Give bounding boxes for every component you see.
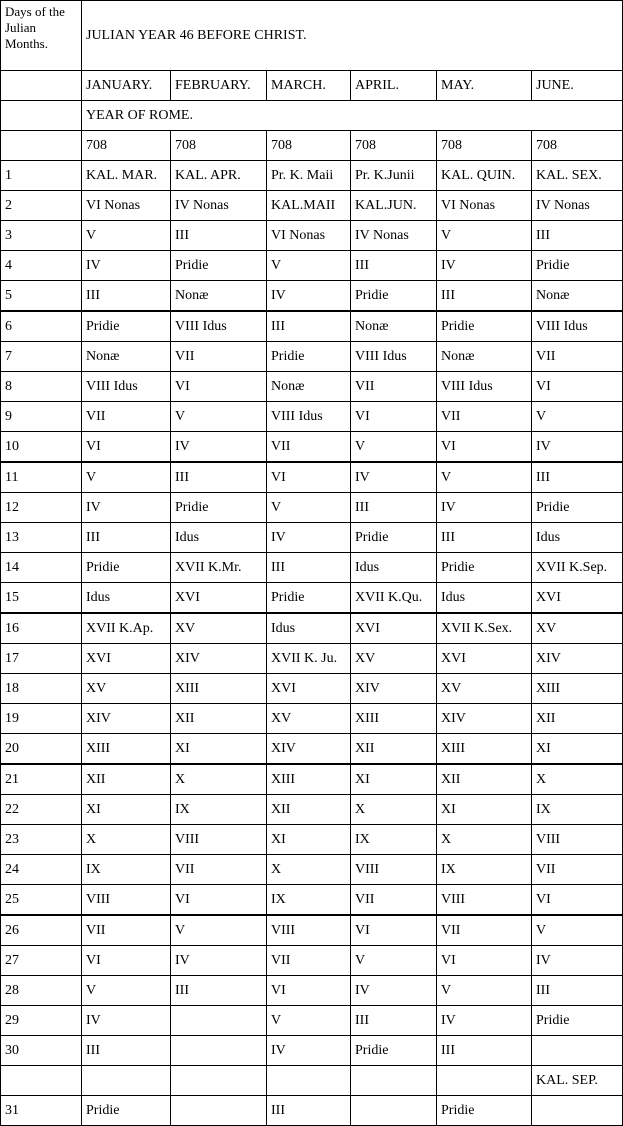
date-cell: IX xyxy=(351,825,437,855)
date-cell: XII xyxy=(532,704,623,734)
table-row xyxy=(1,402,623,432)
table-row xyxy=(1,523,623,553)
day-number: 23 xyxy=(1,825,82,855)
date-cell: V xyxy=(437,976,532,1006)
table-row xyxy=(1,915,623,946)
date-cell: III xyxy=(82,1036,171,1066)
date-cell xyxy=(351,1066,437,1096)
table-title: JULIAN YEAR 46 BEFORE CHRIST. xyxy=(82,1,623,71)
date-cell: X xyxy=(171,764,267,795)
date-cell: XI xyxy=(82,795,171,825)
table-row xyxy=(1,221,623,251)
date-cell: XI xyxy=(171,734,267,765)
day-number: 29 xyxy=(1,1006,82,1036)
date-cell: Pridie xyxy=(267,583,351,614)
date-cell: XII xyxy=(437,764,532,795)
day-number xyxy=(1,1066,82,1096)
date-cell: XI xyxy=(267,825,351,855)
date-cell: VII xyxy=(267,946,351,976)
table-row xyxy=(1,311,623,342)
date-cell xyxy=(532,1036,623,1066)
date-cell xyxy=(171,1006,267,1036)
date-cell: VII xyxy=(82,915,171,946)
date-cell: III xyxy=(437,281,532,312)
date-cell: V xyxy=(532,915,623,946)
table-row xyxy=(1,674,623,704)
table-row xyxy=(1,191,623,221)
table-row xyxy=(1,613,623,644)
date-cell: V xyxy=(171,915,267,946)
date-cell: VII xyxy=(351,372,437,402)
date-cell: KAL. SEX. xyxy=(532,161,623,191)
date-cell: VI xyxy=(267,976,351,1006)
table-row xyxy=(1,644,623,674)
date-cell: Pridie xyxy=(351,281,437,312)
day-number: 31 xyxy=(1,1096,82,1126)
date-cell: VIII Idus xyxy=(82,372,171,402)
date-cell: VIII xyxy=(267,915,351,946)
date-cell: VI Nonas xyxy=(82,191,171,221)
date-cell: KAL. SEP. xyxy=(532,1066,623,1096)
table-row xyxy=(1,795,623,825)
date-cell: X xyxy=(351,795,437,825)
date-cell xyxy=(171,1036,267,1066)
table-row xyxy=(1,855,623,885)
date-cell: Pridie xyxy=(82,311,171,342)
table-row xyxy=(1,1066,623,1096)
date-cell: Idus xyxy=(437,583,532,614)
date-cell: VII xyxy=(82,402,171,432)
month-header: JANUARY. xyxy=(82,71,171,101)
date-cell: VI xyxy=(171,885,267,916)
day-number: 6 xyxy=(1,311,82,342)
date-cell: XV xyxy=(437,674,532,704)
date-cell: XIV xyxy=(437,704,532,734)
date-cell: XV xyxy=(82,674,171,704)
date-cell: VI xyxy=(532,885,623,916)
date-cell: III xyxy=(437,1036,532,1066)
table-row xyxy=(1,553,623,583)
date-cell: Pridie xyxy=(437,553,532,583)
date-cell: IV xyxy=(82,1006,171,1036)
month-header: JUNE. xyxy=(532,71,623,101)
date-cell: X xyxy=(82,825,171,855)
date-cell: VI xyxy=(437,432,532,463)
date-cell: XVII K.Sep. xyxy=(532,553,623,583)
date-cell: V xyxy=(351,432,437,463)
date-cell: V xyxy=(82,462,171,493)
table-row xyxy=(1,493,623,523)
day-number: 22 xyxy=(1,795,82,825)
date-cell: VIII xyxy=(437,885,532,916)
date-cell: XVII K.Sex. xyxy=(437,613,532,644)
date-cell: IV xyxy=(171,432,267,463)
date-cell: IV xyxy=(82,251,171,281)
date-cell: XV xyxy=(267,704,351,734)
day-number: 14 xyxy=(1,553,82,583)
empty-cell xyxy=(1,101,82,131)
month-header: MAY. xyxy=(437,71,532,101)
date-cell: IX xyxy=(437,855,532,885)
date-cell: III xyxy=(82,281,171,312)
date-cell: VII xyxy=(267,432,351,463)
date-cell: XI xyxy=(437,795,532,825)
date-cell: XIV xyxy=(532,644,623,674)
date-cell: III xyxy=(171,976,267,1006)
day-number: 27 xyxy=(1,946,82,976)
date-cell xyxy=(437,1066,532,1096)
date-cell: VII xyxy=(532,855,623,885)
date-cell: VIII Idus xyxy=(437,372,532,402)
year-row xyxy=(1,131,623,161)
date-cell: V xyxy=(351,946,437,976)
date-cell: Nonæ xyxy=(82,342,171,372)
table-row xyxy=(1,583,623,614)
date-cell: VI Nonas xyxy=(267,221,351,251)
date-cell: Idus xyxy=(82,583,171,614)
date-cell: VIII Idus xyxy=(267,402,351,432)
date-cell: XV xyxy=(171,613,267,644)
date-cell: IV xyxy=(267,281,351,312)
date-cell xyxy=(171,1096,267,1126)
date-cell: V xyxy=(171,402,267,432)
date-cell: XIII xyxy=(82,734,171,765)
date-cell: IX xyxy=(532,795,623,825)
date-cell: IV xyxy=(171,946,267,976)
date-cell: KAL. MAR. xyxy=(82,161,171,191)
year-cell: 708 xyxy=(171,131,267,161)
date-cell: IV xyxy=(437,1006,532,1036)
day-number: 20 xyxy=(1,734,82,765)
date-cell: XIII xyxy=(532,674,623,704)
day-number: 24 xyxy=(1,855,82,885)
date-cell: III xyxy=(171,221,267,251)
date-cell: VI xyxy=(82,946,171,976)
date-cell: Pridie xyxy=(267,342,351,372)
day-number: 30 xyxy=(1,1036,82,1066)
date-cell: X xyxy=(437,825,532,855)
date-cell: VIII Idus xyxy=(351,342,437,372)
table-row xyxy=(1,281,623,312)
date-cell: XVI xyxy=(532,583,623,614)
date-cell: XVII K.Qu. xyxy=(351,583,437,614)
day-number: 21 xyxy=(1,764,82,795)
date-cell: III xyxy=(82,523,171,553)
date-cell: Idus xyxy=(532,523,623,553)
date-cell: IX xyxy=(171,795,267,825)
year-cell: 708 xyxy=(532,131,623,161)
date-cell: IV xyxy=(267,523,351,553)
date-cell: KAL. APR. xyxy=(171,161,267,191)
table-row xyxy=(1,1006,623,1036)
date-cell: III xyxy=(267,311,351,342)
table-row xyxy=(1,885,623,916)
date-cell: VI xyxy=(532,372,623,402)
date-cell: XII xyxy=(351,734,437,765)
date-cell: Pridie xyxy=(82,553,171,583)
date-cell: IV xyxy=(82,493,171,523)
date-cell: VIII Idus xyxy=(171,311,267,342)
day-number: 3 xyxy=(1,221,82,251)
month-header-row xyxy=(1,71,623,101)
year-cell: 708 xyxy=(351,131,437,161)
date-cell: XVI xyxy=(351,613,437,644)
date-cell: XIV xyxy=(171,644,267,674)
date-cell: III xyxy=(532,462,623,493)
table-row xyxy=(1,734,623,765)
date-cell: III xyxy=(351,493,437,523)
date-cell: Pridie xyxy=(351,1036,437,1066)
date-cell: VII xyxy=(532,342,623,372)
date-cell xyxy=(171,1066,267,1096)
date-cell: XIV xyxy=(82,704,171,734)
date-cell: IV Nonas xyxy=(532,191,623,221)
date-cell: Nonæ xyxy=(267,372,351,402)
date-cell: KAL.MAII xyxy=(267,191,351,221)
date-cell: III xyxy=(532,221,623,251)
empty-cell xyxy=(1,131,82,161)
date-cell xyxy=(267,1066,351,1096)
date-cell: IV xyxy=(267,1036,351,1066)
date-cell: Pr. K. Maii xyxy=(267,161,351,191)
date-cell: VII xyxy=(351,885,437,916)
table-row xyxy=(1,1096,623,1126)
day-number: 13 xyxy=(1,523,82,553)
date-cell: XIV xyxy=(351,674,437,704)
month-header: MARCH. xyxy=(267,71,351,101)
table-row xyxy=(1,946,623,976)
day-number: 18 xyxy=(1,674,82,704)
date-cell: X xyxy=(532,764,623,795)
table-row xyxy=(1,372,623,402)
date-cell: Pridie xyxy=(532,1006,623,1036)
date-cell: Nonæ xyxy=(351,311,437,342)
date-cell: III xyxy=(532,976,623,1006)
date-cell: III xyxy=(171,462,267,493)
date-cell: XII xyxy=(82,764,171,795)
date-cell: V xyxy=(437,462,532,493)
date-cell xyxy=(532,1096,623,1126)
date-cell: IV xyxy=(437,493,532,523)
day-number: 7 xyxy=(1,342,82,372)
date-cell: XVI xyxy=(437,644,532,674)
date-cell: V xyxy=(532,402,623,432)
year-cell: 708 xyxy=(82,131,171,161)
date-cell: XIV xyxy=(267,734,351,765)
date-cell: IV xyxy=(437,251,532,281)
date-cell: VI xyxy=(351,915,437,946)
date-cell: IX xyxy=(82,855,171,885)
date-cell: XIII xyxy=(351,704,437,734)
table-row xyxy=(1,251,623,281)
date-cell: IV xyxy=(351,462,437,493)
day-number: 8 xyxy=(1,372,82,402)
date-cell: Idus xyxy=(267,613,351,644)
date-cell: VI xyxy=(267,462,351,493)
empty-cell xyxy=(1,71,82,101)
days-column-header: Days of the Julian Months. xyxy=(1,1,82,71)
table-row xyxy=(1,432,623,463)
date-cell: V xyxy=(267,1006,351,1036)
date-cell: KAL.JUN. xyxy=(351,191,437,221)
table-row xyxy=(1,342,623,372)
date-cell: III xyxy=(351,251,437,281)
table-row xyxy=(1,161,623,191)
day-number: 4 xyxy=(1,251,82,281)
month-header: APRIL. xyxy=(351,71,437,101)
date-cell: V xyxy=(82,221,171,251)
year-of-rome-label-row xyxy=(1,101,623,131)
table-row xyxy=(1,976,623,1006)
date-cell: XIII xyxy=(267,764,351,795)
date-cell: VII xyxy=(171,855,267,885)
date-cell: III xyxy=(351,1006,437,1036)
table-row xyxy=(1,825,623,855)
date-cell: Nonæ xyxy=(437,342,532,372)
date-cell: III xyxy=(437,523,532,553)
day-number: 12 xyxy=(1,493,82,523)
date-cell: XV xyxy=(351,644,437,674)
day-number: 1 xyxy=(1,161,82,191)
date-cell: VIII xyxy=(532,825,623,855)
date-cell: XI xyxy=(532,734,623,765)
date-cell: XII xyxy=(171,704,267,734)
year-of-rome-label: YEAR OF ROME. xyxy=(82,101,623,131)
date-cell: XV xyxy=(532,613,623,644)
date-cell: XI xyxy=(351,764,437,795)
date-cell: V xyxy=(82,976,171,1006)
date-cell: VI Nonas xyxy=(437,191,532,221)
day-number: 19 xyxy=(1,704,82,734)
date-cell: Pridie xyxy=(351,523,437,553)
date-cell: IV Nonas xyxy=(351,221,437,251)
date-cell: IV Nonas xyxy=(171,191,267,221)
table-row xyxy=(1,462,623,493)
day-number: 25 xyxy=(1,885,82,916)
day-number: 26 xyxy=(1,915,82,946)
table-row xyxy=(1,764,623,795)
date-cell: XVI xyxy=(267,674,351,704)
date-cell: Pridie xyxy=(82,1096,171,1126)
date-cell: XIII xyxy=(171,674,267,704)
day-number: 15 xyxy=(1,583,82,614)
date-cell: X xyxy=(267,855,351,885)
date-cell: Pr. K.Junii xyxy=(351,161,437,191)
date-cell: Pridie xyxy=(532,493,623,523)
date-cell: XVII K. Ju. xyxy=(267,644,351,674)
date-cell: XVI xyxy=(171,583,267,614)
date-cell: VII xyxy=(171,342,267,372)
date-cell: XVI xyxy=(82,644,171,674)
day-number: 5 xyxy=(1,281,82,312)
date-cell: VIII xyxy=(351,855,437,885)
year-cell: 708 xyxy=(267,131,351,161)
day-number: 28 xyxy=(1,976,82,1006)
table-row xyxy=(1,1036,623,1066)
date-cell: V xyxy=(267,493,351,523)
date-cell: Idus xyxy=(351,553,437,583)
date-cell: Pridie xyxy=(437,311,532,342)
date-cell: Pridie xyxy=(171,251,267,281)
month-header: FEBRUARY. xyxy=(171,71,267,101)
date-cell: Pridie xyxy=(532,251,623,281)
date-cell: VIII xyxy=(82,885,171,916)
date-cell: IV xyxy=(532,946,623,976)
date-cell: Pridie xyxy=(171,493,267,523)
date-cell: VII xyxy=(437,915,532,946)
date-cell: XII xyxy=(267,795,351,825)
date-cell: V xyxy=(437,221,532,251)
date-cell: III xyxy=(267,1096,351,1126)
date-cell: VII xyxy=(437,402,532,432)
day-number: 2 xyxy=(1,191,82,221)
date-cell: Nonæ xyxy=(532,281,623,312)
table-row xyxy=(1,704,623,734)
day-number: 16 xyxy=(1,613,82,644)
year-cell: 708 xyxy=(437,131,532,161)
date-cell: Nonæ xyxy=(171,281,267,312)
date-cell: VI xyxy=(351,402,437,432)
date-cell: VIII xyxy=(171,825,267,855)
date-cell: IV xyxy=(532,432,623,463)
date-cell xyxy=(351,1096,437,1126)
day-number: 10 xyxy=(1,432,82,463)
day-number: 17 xyxy=(1,644,82,674)
date-cell xyxy=(82,1066,171,1096)
date-cell: VI xyxy=(437,946,532,976)
date-cell: VIII Idus xyxy=(532,311,623,342)
date-cell: VI xyxy=(82,432,171,463)
day-number: 9 xyxy=(1,402,82,432)
title-row xyxy=(1,1,623,71)
date-cell: KAL. QUIN. xyxy=(437,161,532,191)
date-cell: XVII K.Ap. xyxy=(82,613,171,644)
date-cell: VI xyxy=(171,372,267,402)
date-cell: V xyxy=(267,251,351,281)
date-cell: XVII K.Mr. xyxy=(171,553,267,583)
date-cell: Pridie xyxy=(437,1096,532,1126)
date-cell: III xyxy=(267,553,351,583)
date-cell: IV xyxy=(351,976,437,1006)
date-cell: XIII xyxy=(437,734,532,765)
day-number: 11 xyxy=(1,462,82,493)
date-cell: IX xyxy=(267,885,351,916)
date-cell: Idus xyxy=(171,523,267,553)
